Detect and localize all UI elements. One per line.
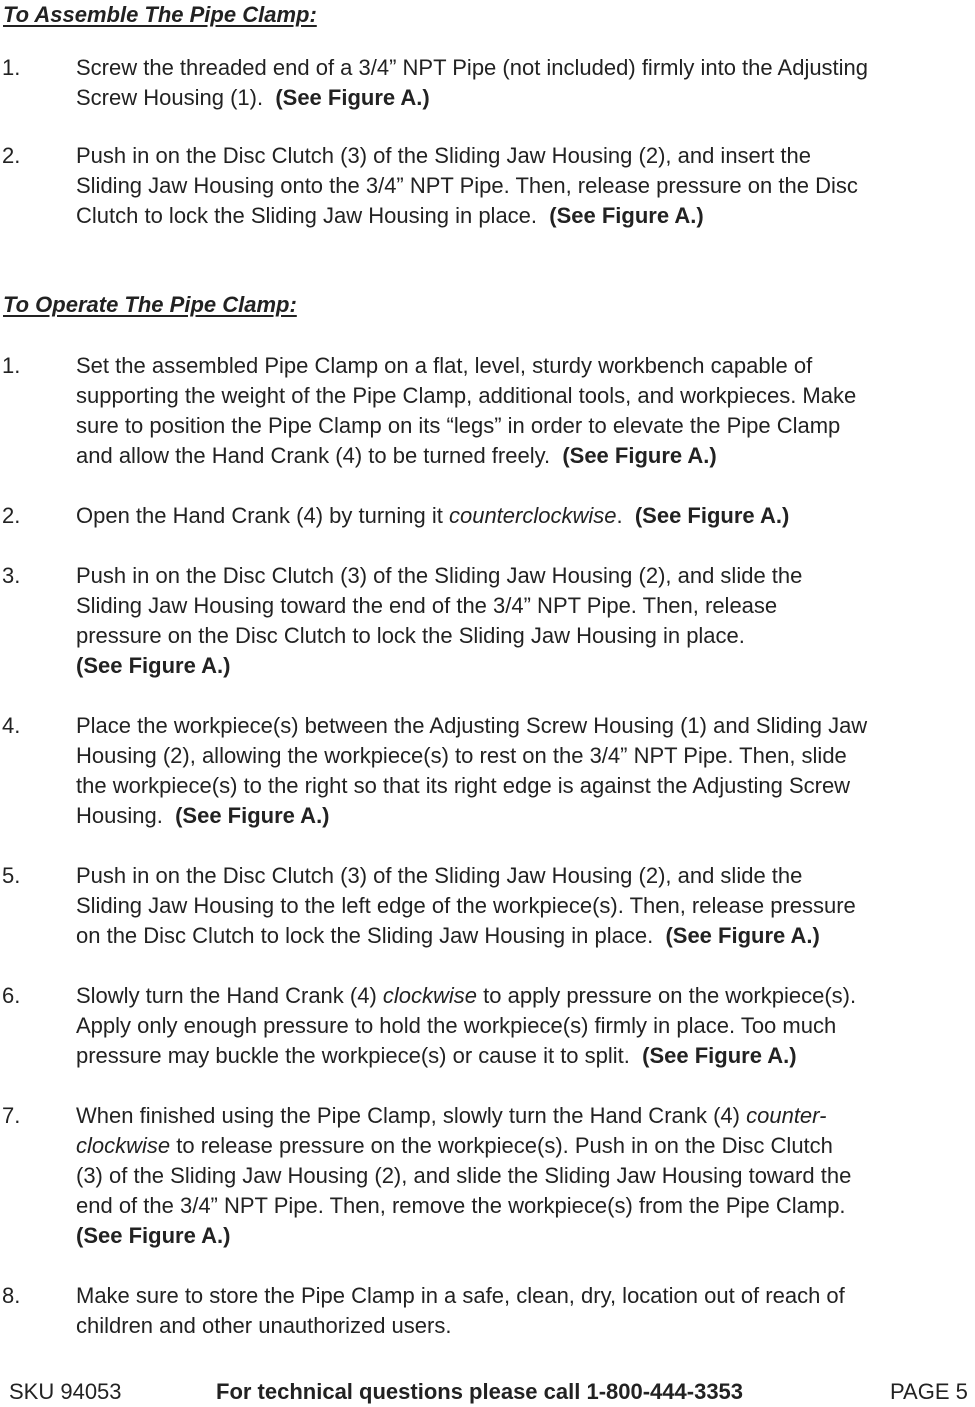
emphasis-text: counterclockwise	[448, 503, 617, 528]
figure-reference: (See Figure A.)	[76, 1223, 231, 1248]
step-number: 8.	[2, 1283, 21, 1308]
step-line: Housing (2), allowing the workpiece(s) to rest on the 3/4” NPT Pipe. Then, slide	[76, 743, 847, 768]
step-line: .	[616, 503, 623, 528]
step-number: 1.	[2, 353, 21, 378]
step-line: to apply pressure on the workpiece(s).	[477, 983, 857, 1008]
operate-heading: To Operate The Pipe Clamp:	[3, 292, 297, 317]
step-line: When finished using the Pipe Clamp, slowly turn the Hand Crank (4)	[76, 1103, 747, 1128]
figure-reference: (See Figure A.)	[642, 1043, 797, 1068]
step-line: Push in on the Disc Clutch (3) of the Sliding Jaw Housing (2), and slide the	[76, 863, 803, 888]
step-line: Push in on the Disc Clutch (3) of the Sliding Jaw Housing (2), and insert the	[76, 143, 811, 168]
sku-number: SKU 94053	[9, 1379, 122, 1404]
step-number: 3.	[2, 563, 21, 588]
step-line: children and other unauthorized users.	[76, 1313, 452, 1338]
page-footer	[0, 1377, 975, 1407]
step-number: 7.	[2, 1103, 21, 1128]
emphasis-text: counter-	[746, 1103, 827, 1128]
figure-reference: (See Figure A.)	[549, 203, 704, 228]
figure-reference: (See Figure A.)	[175, 803, 330, 828]
step-line: end of the 3/4” NPT Pipe. Then, remove the workpiece(s) from the Pipe Clamp.	[76, 1193, 846, 1218]
figure-reference: (See Figure A.)	[76, 653, 231, 678]
step-line: Slowly turn the Hand Crank (4)	[76, 983, 383, 1008]
figure-reference: (See Figure A.)	[275, 85, 430, 110]
step-number: 2.	[2, 143, 21, 168]
step-line: supporting the weight of the Pipe Clamp, additional tools, and workpieces. Make	[76, 383, 857, 408]
step-line: Make sure to store the Pipe Clamp in a safe, clean, dry, location out of reach of	[76, 1283, 845, 1308]
step-line: and allow the Hand Crank (4) to be turned freely.	[76, 443, 551, 468]
step-line: Clutch to lock the Sliding Jaw Housing in place.	[76, 203, 538, 228]
emphasis-text: clockwise	[382, 983, 478, 1008]
step-number: 1.	[2, 55, 21, 80]
step-line: the workpiece(s) to the right so that its right edge is against the Adjusting Screw	[76, 773, 851, 798]
step-line: Set the assembled Pipe Clamp on a flat, level, sturdy workbench capable of	[76, 353, 813, 378]
assemble-heading: To Assemble The Pipe Clamp:	[3, 2, 317, 27]
step-number: 4.	[2, 713, 21, 738]
figure-reference: (See Figure A.)	[665, 923, 820, 948]
step-line: Sliding Jaw Housing toward the end of the 3/4” NPT Pipe. Then, release	[76, 593, 778, 618]
step-line: Housing.	[76, 803, 163, 828]
step-number: 6.	[2, 983, 21, 1008]
tech-support-line: For technical questions please call 1-800-444-3353	[216, 1379, 744, 1404]
step-line: pressure on the Disc Clutch to lock the Sliding Jaw Housing in place.	[76, 623, 745, 648]
step-line: Open the Hand Crank (4) by turning it	[76, 503, 449, 528]
step-line: Screw the threaded end of a 3/4” NPT Pipe (not included) firmly into the Adjusting	[76, 55, 869, 80]
step-number: 2.	[2, 503, 21, 528]
page-number: PAGE 5	[890, 1379, 968, 1404]
step-line: Sliding Jaw Housing to the left edge of the workpiece(s). Then, release pressure	[76, 893, 856, 918]
step-line: Push in on the Disc Clutch (3) of the Sliding Jaw Housing (2), and slide the	[76, 563, 803, 588]
step-line: Screw Housing (1).	[76, 85, 264, 110]
step-line: on the Disc Clutch to lock the Sliding Jaw Housing in place.	[76, 923, 654, 948]
figure-reference: (See Figure A.)	[634, 503, 790, 528]
step-line: sure to position the Pipe Clamp on its “legs” in order to elevate the Pipe Clamp	[76, 413, 841, 438]
step-line: Sliding Jaw Housing onto the 3/4” NPT Pipe. Then, release pressure on the Disc	[76, 173, 858, 198]
step-line: Place the workpiece(s) between the Adjusting Screw Housing (1) and Sliding Jaw	[76, 713, 868, 738]
figure-reference: (See Figure A.)	[562, 443, 717, 468]
step-line: pressure may buckle the workpiece(s) or cause it to split.	[76, 1043, 630, 1068]
step-line: to release pressure on the workpiece(s). Push in on the Disc Clutch	[170, 1133, 833, 1158]
step-number: 5.	[2, 863, 21, 888]
step-line: Apply only enough pressure to hold the workpiece(s) firmly in place. Too much	[76, 1013, 837, 1038]
step-line: (3) of the Sliding Jaw Housing (2), and slide the Sliding Jaw Housing toward the	[76, 1163, 852, 1188]
emphasis-text: clockwise	[76, 1133, 171, 1158]
